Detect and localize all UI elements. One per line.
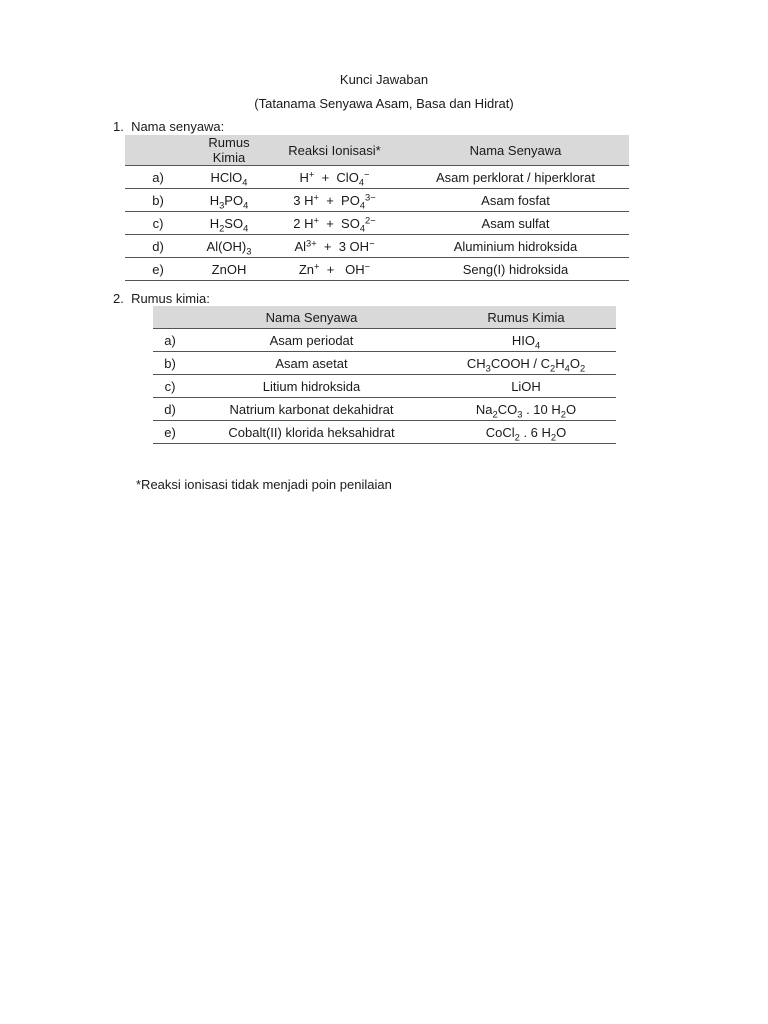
formula-text: H <box>209 215 220 231</box>
ionization-reaction <box>267 189 402 212</box>
subscript: 3 <box>485 362 491 373</box>
table-row <box>153 398 616 421</box>
formula-text: ZnOH <box>211 261 247 277</box>
compound-name: Cobalt(II) klorida heksahidrat <box>187 421 436 444</box>
subscript: 2 <box>579 362 586 373</box>
table-row <box>125 166 629 189</box>
table-row <box>153 352 616 375</box>
table-row <box>153 329 616 352</box>
superscript: 2− <box>365 214 376 225</box>
formula-text: . 6 H <box>519 424 551 440</box>
subscript: 4 <box>243 199 249 210</box>
formula-text: + OH <box>319 261 365 277</box>
formula-text: PO <box>224 192 244 208</box>
subscript: 4 <box>242 176 248 187</box>
ionization-reaction <box>267 235 402 258</box>
table-row <box>153 375 616 398</box>
column-header-nama-senyawa: Nama Senyawa <box>187 306 436 329</box>
superscript: − <box>369 237 375 248</box>
chemical-formula <box>436 329 616 352</box>
chemical-formula <box>191 166 267 189</box>
superscript: + <box>313 214 319 225</box>
formula-text: O <box>565 401 577 417</box>
row-label: d) <box>153 398 187 421</box>
formula-text: . 10 H <box>522 401 561 417</box>
ionization-reaction <box>267 166 402 189</box>
formula-text: O <box>569 355 580 371</box>
superscript: 3− <box>365 191 376 202</box>
rumus-kimia-table <box>153 306 616 444</box>
column-header-rumus-kimia: Rumus Kimia <box>436 306 616 329</box>
table-header-row <box>125 135 629 166</box>
formula-text: CH <box>466 355 486 371</box>
subscript: 4 <box>243 222 249 233</box>
formula-text: CoCl <box>485 424 515 440</box>
chemical-formula <box>436 398 616 421</box>
row-label: c) <box>153 375 187 398</box>
compound-name: Seng(I) hidroksida <box>402 258 629 281</box>
nama-senyawa-table <box>125 135 629 281</box>
formula-text: Zn <box>298 261 315 277</box>
section-2-heading: 2. Rumus kimia: <box>113 291 210 306</box>
formula-text: 3 H <box>293 192 314 208</box>
subscript: 2 <box>219 222 225 233</box>
superscript: + <box>308 168 315 179</box>
formula-text: Na <box>475 401 493 417</box>
ionization-reaction <box>267 258 402 281</box>
section-1-heading: 1. Nama senyawa: <box>113 119 225 134</box>
formula-text: + PO <box>319 192 360 208</box>
chemical-formula <box>191 189 267 212</box>
column-header-reaksi-ionisasi: Reaksi Ionisasi* <box>267 135 402 166</box>
document-title: Kunci Jawaban <box>339 72 429 87</box>
row-label: a) <box>153 329 187 352</box>
subscript: 2 <box>492 408 498 419</box>
column-header-rumus-kimia: Rumus Kimia <box>191 135 267 166</box>
chemical-formula <box>191 235 267 258</box>
subscript: 2 <box>560 408 566 419</box>
compound-name: Asam periodat <box>187 329 436 352</box>
chemical-formula <box>436 421 616 444</box>
formula-text: CO <box>497 401 518 417</box>
subscript: 3 <box>219 199 225 210</box>
formula-text: + 3 OH <box>316 238 370 254</box>
superscript: + <box>314 260 320 271</box>
subscript: 3 <box>246 245 252 256</box>
formula-text: O <box>556 424 567 440</box>
compound-name: Natrium karbonat dekahidrat <box>187 398 436 421</box>
compound-name: Asam sulfat <box>402 212 629 235</box>
formula-text: SO <box>224 215 244 231</box>
table-row <box>125 235 629 258</box>
column-header-label <box>153 306 187 329</box>
subscript: 4 <box>534 339 541 350</box>
subscript: 4 <box>359 199 366 210</box>
superscript: − <box>364 168 370 179</box>
compound-name: Asam fosfat <box>402 189 629 212</box>
footnote: *Reaksi ionisasi tidak menjadi poin penilaian <box>136 477 392 492</box>
subscript: 4 <box>564 362 570 373</box>
chemical-formula <box>191 258 267 281</box>
subscript: 2 <box>514 431 520 442</box>
superscript: + <box>313 191 319 202</box>
formula-text: Al <box>294 238 307 254</box>
compound-name: Asam perklorat / hiperklorat <box>402 166 629 189</box>
formula-text: Al(OH) <box>206 238 247 254</box>
row-label: d) <box>125 235 191 258</box>
document-subtitle: (Tatanama Senyawa Asam, Basa dan Hidrat) <box>254 96 514 111</box>
subscript: 2 <box>550 362 556 373</box>
formula-text: H <box>555 355 565 371</box>
table-row <box>125 258 629 281</box>
ionization-reaction <box>267 212 402 235</box>
chemical-formula <box>191 212 267 235</box>
formula-text: + SO <box>319 215 360 231</box>
subscript: 4 <box>358 176 365 187</box>
compound-name: Asam asetat <box>187 352 436 375</box>
row-label: b) <box>125 189 191 212</box>
formula-text: LiOH <box>511 378 541 394</box>
compound-name: Aluminium hidroksida <box>402 235 629 258</box>
chemical-formula <box>436 352 616 375</box>
formula-text: 2 H <box>293 215 314 231</box>
table-row <box>153 421 616 444</box>
row-label: a) <box>125 166 191 189</box>
superscript: 3+ <box>306 237 317 248</box>
table-header-row <box>153 306 616 329</box>
column-header-label <box>125 135 191 166</box>
row-label: e) <box>153 421 187 444</box>
row-label: c) <box>125 212 191 235</box>
formula-text: H <box>299 169 309 185</box>
formula-text: HIO <box>511 332 535 348</box>
table-row <box>125 189 629 212</box>
formula-text: COOH / C <box>490 355 551 371</box>
superscript: − <box>364 260 371 271</box>
compound-name: Litium hidroksida <box>187 375 436 398</box>
row-label: b) <box>153 352 187 375</box>
formula-text: H <box>209 192 220 208</box>
row-label: e) <box>125 258 191 281</box>
formula-text: HClO <box>210 169 243 185</box>
subscript: 2 <box>550 431 557 442</box>
subscript: 3 <box>517 408 523 419</box>
subscript: 4 <box>359 222 366 233</box>
table-row <box>125 212 629 235</box>
column-header-nama-senyawa: Nama Senyawa <box>402 135 629 166</box>
chemical-formula <box>436 375 616 398</box>
formula-text: + ClO <box>314 169 359 185</box>
